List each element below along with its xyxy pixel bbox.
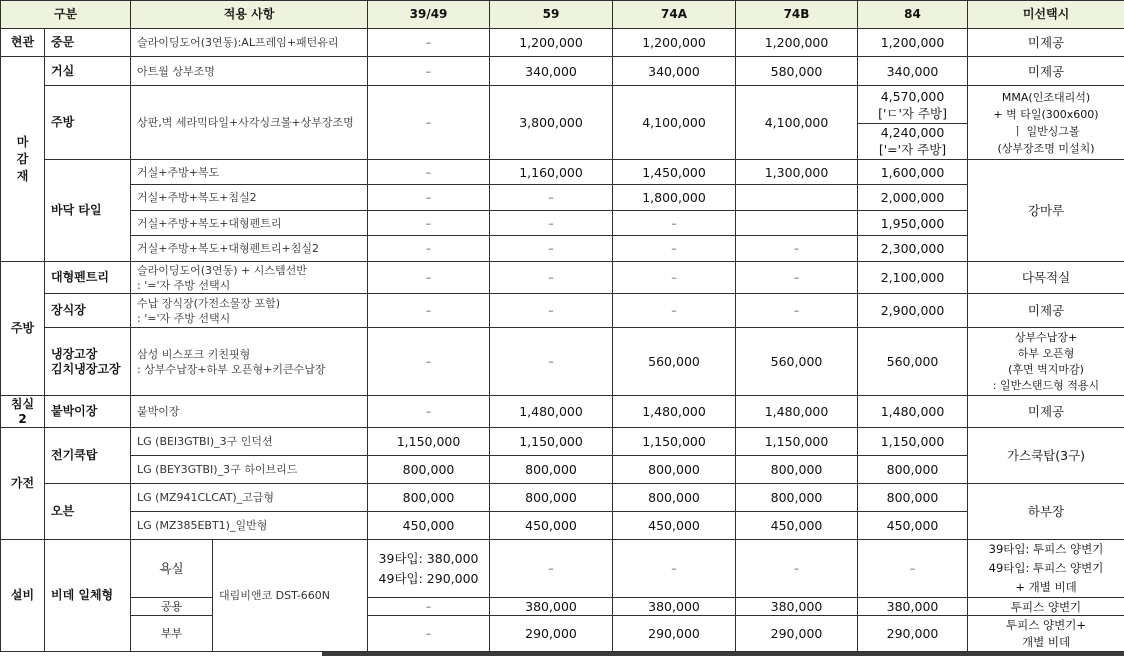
price-39-49: –	[368, 236, 490, 262]
price-84: 2,300,000	[858, 236, 968, 262]
item-name: 대형펜트리	[45, 262, 131, 294]
unselected-note: 투피스 양변기	[968, 598, 1124, 616]
item-name: 거실	[45, 57, 131, 86]
price-59: 1,200,000	[490, 29, 613, 57]
price-74a: 800,000	[613, 456, 736, 484]
price-59: –	[490, 236, 613, 262]
table-row	[1, 160, 1124, 185]
price-84: 800,000	[858, 484, 968, 512]
item-desc: LG (MZ385EBT1)_일반형	[131, 512, 368, 540]
header-39-49: 39/49	[368, 1, 490, 29]
price-39-49: –	[368, 29, 490, 57]
price-39-49: –	[368, 185, 490, 211]
note-line: 49타입: 투피스 양변기	[988, 561, 1104, 575]
item-desc: 상판,벽 세라믹타일+사각싱크볼+상부장조명	[131, 86, 368, 160]
section-facility: 설비	[1, 540, 45, 652]
price-84: –	[858, 540, 968, 598]
price-84-d-type	[858, 88, 967, 124]
price-74b: 4,100,000	[736, 86, 858, 160]
price-74b: 380,000	[736, 598, 858, 616]
item-desc: LG (MZ941CLCAT)_고급형	[131, 484, 368, 512]
header-74a: 74A	[613, 1, 736, 29]
price-74a: 1,800,000	[613, 185, 736, 211]
desc-line: : '='자 주방 선택시	[137, 311, 231, 325]
item-name: 중문	[45, 29, 131, 57]
note-line: 투피스 양변기+	[1006, 617, 1086, 632]
unselected-note: 다목적실	[968, 262, 1124, 294]
room-label: 욕실	[131, 540, 213, 598]
price-74a: 450,000	[613, 512, 736, 540]
room-label: 공용	[131, 598, 213, 616]
price-84: 380,000	[858, 598, 968, 616]
price-39-49: 1,150,000	[368, 428, 490, 456]
price-74b: 560,000	[736, 328, 858, 396]
item-desc	[131, 328, 368, 396]
price-74b: 800,000	[736, 484, 858, 512]
price-59: 290,000	[490, 616, 613, 652]
unselected-note	[968, 616, 1124, 652]
price-74b: 1,480,000	[736, 396, 858, 428]
name-line: 김치냉장고장	[51, 361, 121, 376]
table-row	[1, 616, 1124, 652]
table-row	[1, 428, 1124, 456]
price-74b: 580,000	[736, 57, 858, 86]
unselected-note: 미제공	[968, 396, 1124, 428]
price-74a: 1,450,000	[613, 160, 736, 185]
item-model: 대림비앤코 DST-660N	[213, 540, 368, 652]
item-name: 장식장	[45, 294, 131, 328]
note-line: (후면 벽지마감)	[1008, 362, 1084, 376]
table-row	[1, 484, 1124, 512]
price-74a: –	[613, 294, 736, 328]
price-74b: –	[736, 236, 858, 262]
item-desc	[131, 294, 368, 328]
item-name: 붙박이장	[45, 396, 131, 428]
item-desc: 거실+주방+복도+대형펜트리+침실2	[131, 236, 368, 262]
price-74b: 290,000	[736, 616, 858, 652]
table-row	[1, 262, 1124, 294]
price-74b: –	[736, 540, 858, 598]
price-39-49: –	[368, 396, 490, 428]
note-line: (상부장조명 미설치)	[997, 141, 1095, 155]
item-name: 주방	[45, 86, 131, 160]
price-84: 340,000	[858, 57, 968, 86]
price-74a: 290,000	[613, 616, 736, 652]
price-59: –	[490, 294, 613, 328]
header-59: 59	[490, 1, 613, 29]
item-desc	[131, 262, 368, 294]
price-74a: 380,000	[613, 598, 736, 616]
price-74b: 1,300,000	[736, 160, 858, 185]
table-row	[1, 456, 1124, 484]
item-name: 오븐	[45, 484, 131, 540]
price-74a: 560,000	[613, 328, 736, 396]
price-39-49: –	[368, 328, 490, 396]
item-name	[45, 328, 131, 396]
unselected-note: 하부장	[968, 484, 1124, 540]
table-row	[1, 598, 1124, 616]
header-74b: 74B	[736, 1, 858, 29]
table-row	[1, 236, 1124, 262]
price-84: 800,000	[858, 456, 968, 484]
item-desc: LG (BEI3GTBI)_3구 인덕션	[131, 428, 368, 456]
desc-line: : '='자 주방 선택시	[137, 278, 231, 292]
header-84: 84	[858, 1, 968, 29]
header-category: 구분	[1, 1, 131, 29]
item-desc: 거실+주방+복도+대형펜트리	[131, 211, 368, 236]
price-84-eq-type	[858, 124, 967, 158]
price-59: –	[490, 540, 613, 598]
price-74b: 1,150,000	[736, 428, 858, 456]
price-84: 2,000,000	[858, 185, 968, 211]
note-line: + 벽 타일(300x600)	[993, 107, 1099, 121]
price-84: 290,000	[858, 616, 968, 652]
header-unselected: 미선택시	[968, 1, 1124, 29]
unselected-note: 미제공	[968, 294, 1124, 328]
note-line: ㅣ 일반싱그볼	[1012, 124, 1080, 138]
price-74a: –	[613, 211, 736, 236]
unselected-note: 가스쿡탑(3구)	[968, 428, 1124, 484]
unselected-note	[968, 328, 1124, 396]
table-row	[1, 86, 1124, 160]
section-kitchen: 주방	[1, 262, 45, 396]
table-row	[1, 512, 1124, 540]
price-39-49	[368, 540, 490, 598]
section-entrance: 현관	[1, 29, 45, 57]
price-84: 2,900,000	[858, 294, 968, 328]
price-59: 800,000	[490, 484, 613, 512]
note-line: 하부 오픈형	[1017, 346, 1075, 360]
section-finish: 마 감 재	[1, 57, 45, 262]
price-74b	[736, 211, 858, 236]
price-39-49: –	[368, 57, 490, 86]
item-desc: 거실+주방+복도	[131, 160, 368, 185]
price-59: –	[490, 185, 613, 211]
price-74a: 4,100,000	[613, 86, 736, 160]
table-row	[1, 294, 1124, 328]
note-line: 개별 비데	[1021, 634, 1071, 649]
price-39-49: –	[368, 86, 490, 160]
note-line: + 개별 비데	[1015, 580, 1077, 594]
price-39-49: –	[368, 211, 490, 236]
price-84: 450,000	[858, 512, 968, 540]
note-line: MMA(인조대리석)	[1001, 90, 1091, 104]
price-84: 1,150,000	[858, 428, 968, 456]
price-59: 1,150,000	[490, 428, 613, 456]
note-line: 상부수납장+	[1014, 330, 1078, 344]
price-59: 450,000	[490, 512, 613, 540]
price-49-line: 49타입: 290,000	[378, 570, 479, 586]
price-59: 340,000	[490, 57, 613, 86]
unselected-note	[968, 86, 1124, 160]
table-row	[1, 57, 1124, 86]
price-74a: –	[613, 236, 736, 262]
section-appliance: 가전	[1, 428, 45, 540]
bottom-rule	[322, 652, 1124, 656]
item-desc: 거실+주방+복도+침실2	[131, 185, 368, 211]
price-84-d-label: ['ㄷ'자 주방]	[878, 105, 947, 121]
price-74b: –	[736, 262, 858, 294]
desc-line: 수납 장식장(가전소물장 포함)	[137, 296, 281, 310]
price-39-49: 450,000	[368, 512, 490, 540]
price-74a: 1,480,000	[613, 396, 736, 428]
price-39-49: –	[368, 262, 490, 294]
price-84: 2,100,000	[858, 262, 968, 294]
item-desc: LG (BEY3GTBI)_3구 하이브리드	[131, 456, 368, 484]
price-84-eq-label: ['='자 주방]	[878, 141, 947, 157]
price-74a: 1,200,000	[613, 29, 736, 57]
header-applied: 적용 사항	[131, 1, 368, 29]
section-bedroom2: 침실 2	[1, 396, 45, 428]
price-39-line: 39타입: 380,000	[378, 550, 479, 566]
price-59: 380,000	[490, 598, 613, 616]
price-84: 1,200,000	[858, 29, 968, 57]
table-row	[1, 211, 1124, 236]
desc-line: : 상부수납장+하부 오픈형+키큰수납장	[137, 362, 326, 376]
table-row	[1, 540, 1124, 598]
price-59: 800,000	[490, 456, 613, 484]
price-39-49: –	[368, 160, 490, 185]
price-74b: 450,000	[736, 512, 858, 540]
unselected-note: 미제공	[968, 29, 1124, 57]
price-39-49: –	[368, 616, 490, 652]
header-row	[1, 1, 1124, 29]
item-name: 전기쿡탑	[45, 428, 131, 484]
note-line: 39타입: 투피스 양변기	[988, 542, 1104, 556]
price-59: –	[490, 211, 613, 236]
price-74b: –	[736, 294, 858, 328]
price-74a: –	[613, 540, 736, 598]
price-84: 560,000	[858, 328, 968, 396]
table-row	[1, 396, 1124, 428]
price-84: 1,600,000	[858, 160, 968, 185]
table-row	[1, 328, 1124, 396]
name-line: 냉장고장	[51, 346, 98, 361]
item-desc: 아트월 상부조명	[131, 57, 368, 86]
price-59: 1,160,000	[490, 160, 613, 185]
price-74a: 800,000	[613, 484, 736, 512]
price-84-split	[858, 86, 968, 160]
price-74a: 1,150,000	[613, 428, 736, 456]
item-desc: 붙박이장	[131, 396, 368, 428]
price-39-49: 800,000	[368, 484, 490, 512]
item-name: 바닥 타일	[45, 160, 131, 262]
note-line: : 일반스탠드형 적용시	[992, 378, 1100, 392]
price-74b	[736, 185, 858, 211]
unselected-note	[968, 540, 1124, 598]
price-84-d-value: 4,570,000	[880, 88, 945, 104]
price-59: –	[490, 262, 613, 294]
price-39-49: –	[368, 294, 490, 328]
unselected-note: 미제공	[968, 57, 1124, 86]
price-74a: 340,000	[613, 57, 736, 86]
price-84: 1,950,000	[858, 211, 968, 236]
price-84: 1,480,000	[858, 396, 968, 428]
desc-line: 슬라이딩도어(3연동) + 시스템선반	[137, 263, 307, 277]
unselected-note: 강마루	[968, 160, 1124, 262]
price-39-49: 800,000	[368, 456, 490, 484]
item-name: 비데 일체형	[45, 540, 131, 652]
price-39-49: –	[368, 598, 490, 616]
room-label: 부부	[131, 616, 213, 652]
price-59: 1,480,000	[490, 396, 613, 428]
price-74b: 800,000	[736, 456, 858, 484]
item-desc: 슬라이딩도어(3연동):AL프레임+패턴유리	[131, 29, 368, 57]
price-84-eq-value: 4,240,000	[880, 124, 945, 140]
price-74b: 1,200,000	[736, 29, 858, 57]
table-row	[1, 29, 1124, 57]
desc-line: 삼성 비스포크 키친핏형	[137, 347, 251, 361]
price-59: 3,800,000	[490, 86, 613, 160]
price-74a: –	[613, 262, 736, 294]
table-row	[1, 185, 1124, 211]
price-59: –	[490, 328, 613, 396]
